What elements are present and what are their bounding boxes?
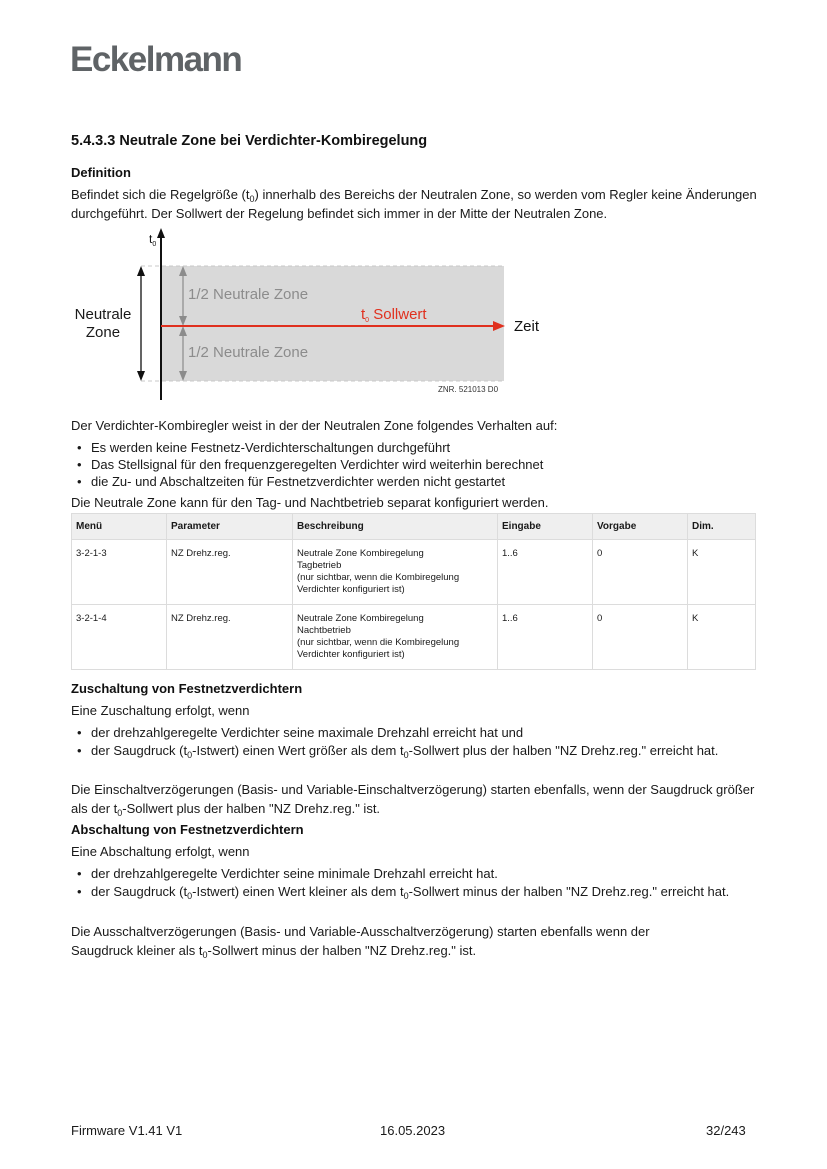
cell-description: Neutrale Zone Kombiregelung Nachtbetrieb (nur sichtbar, wenn die Kombiregelung Verdichter konfiguriert ist)	[293, 605, 498, 670]
zuschaltung-note: Die Einschaltverzögerungen (Basis- und Variable-Einschaltverzögerung) starten ebenfalls, wenn der Saugdruck größer als der $t_0$-Sollwert plus der halben "NZ Drehz.reg." ist.	[71, 782, 755, 818]
drawing-number: ZNR. 521013 D0	[438, 385, 499, 394]
zone-area	[161, 266, 504, 381]
column-header: Dim.	[688, 514, 756, 540]
behavior-outro: Die Neutrale Zone kann für den Tag- und Nachtbetrieb separat konfiguriert werden.	[71, 495, 549, 510]
list-item: • die Zu- und Abschaltzeiten für Festnetzverdichter werden nicht gestartet	[71, 473, 761, 490]
column-header: Parameter	[167, 514, 293, 540]
list-item: • Das Stellsignal für den frequenzgeregelten Verdichter wird weiterhin berechnet	[71, 456, 761, 473]
table-header-row	[72, 514, 756, 540]
abschaltung-heading: Abschaltung von Festnetzverdichtern	[71, 822, 304, 837]
x-axis-label: Zeit	[514, 318, 540, 335]
cell-menu: 3-2-1-3	[72, 540, 167, 605]
cell-menu: 3-2-1-4	[72, 605, 167, 670]
abschaltung-list	[71, 865, 761, 901]
column-header: Eingabe	[498, 514, 593, 540]
company-logo: Eckelmann	[70, 40, 242, 79]
behavior-list	[71, 439, 761, 490]
cell-default: 0	[593, 540, 688, 605]
abschaltung-note: Die Ausschaltverzögerungen (Basis- und Variable-Ausschaltverzögerung) starten ebenfalls wenn der Saugdruck kleiner als $t_0$-Sollwert minus der halben "NZ Drehz.reg." ist.	[71, 924, 650, 960]
arrow-up-icon	[137, 266, 145, 276]
list-item: • der Saugdruck $(t_0-Istwert)$ einen Wert größer als dem $t_0$-Sollwert plus der halben "NZ Drehz.reg." erreicht hat.	[71, 741, 761, 760]
column-header: Menü	[72, 514, 167, 540]
neutral-zone-diagram	[60, 225, 540, 400]
definition-text	[71, 185, 761, 223]
section-title: 5.4.3.3 Neutrale Zone bei Verdichter-Kombiregelung	[71, 133, 428, 149]
footer-firmware: Firmware V1.41 V1	[71, 1123, 183, 1138]
footer-date: 16.05.2023	[380, 1123, 446, 1138]
column-header: Vorgabe	[593, 514, 688, 540]
cell-description: Neutrale Zone Kombiregelung Tagbetrieb (nur sichtbar, wenn die Kombiregelung Verdichter konfiguriert ist)	[293, 540, 498, 605]
list-item: • der Saugdruck $(t_0-Istwert)$ einen Wert kleiner als dem $t_0$-Sollwert minus der halben "NZ Drehz.reg." erreicht hat.	[71, 882, 761, 901]
list-item: • Es werden keine Festnetz-Verdichterschaltungen durchgeführt	[71, 439, 761, 456]
arrow-down-icon	[137, 371, 145, 381]
abschaltung-intro: Eine Abschaltung erfolgt, wenn	[71, 844, 250, 859]
zuschaltung-heading: Zuschaltung von Festnetzverdichtern	[71, 681, 303, 696]
column-header: Beschreibung	[293, 514, 498, 540]
behavior-intro: Der Verdichter-Kombiregler weist in der der Neutralen Zone folgendes Verhalten auf:	[71, 418, 558, 433]
zuschaltung-intro: Eine Zuschaltung erfolgt, wenn	[71, 703, 250, 718]
cell-dim: K	[688, 605, 756, 670]
table-row	[72, 605, 756, 670]
subscript: 0	[249, 194, 255, 204]
parameter-table	[71, 513, 756, 670]
list-item: • der drehzahlgeregelte Verdichter seine minimale Drehzahl erreicht hat.	[71, 865, 761, 882]
setpoint-label: $t_0$ Sollwert	[361, 306, 427, 324]
y-axis-label: $t_0$	[149, 232, 157, 248]
cell-parameter: NZ Drehz.reg.	[167, 540, 293, 605]
text-part: ) innerhalb des Bereichs der Neutralen Zone, so werden vom Regler keine Änderungen durchgeführt. Der Sollwert der Regelung befindet sich immer in der Mitte der Neutralen Zone.	[71, 187, 757, 221]
zuschaltung-list	[71, 724, 761, 760]
definition-heading: Definition	[71, 165, 131, 180]
list-item: • der drehzahlgeregelte Verdichter seine maximale Drehzahl erreicht hat und	[71, 724, 761, 741]
half-zone-upper-label: 1/2 Neutrale Zone	[188, 286, 309, 303]
half-zone-lower-label: 1/2 Neutrale Zone	[188, 344, 309, 361]
text-part: Befindet sich die Regelgröße (t	[71, 187, 250, 202]
cell-input: 1..6	[498, 540, 593, 605]
cell-dim: K	[688, 540, 756, 605]
y-axis-arrow-icon	[157, 228, 165, 238]
neutral-zone-label: Neutrale Zone	[74, 306, 132, 341]
cell-default: 0	[593, 605, 688, 670]
cell-parameter: NZ Drehz.reg.	[167, 605, 293, 670]
cell-input: 1..6	[498, 605, 593, 670]
footer-page-number: 32/243	[706, 1123, 746, 1138]
table-row	[72, 540, 756, 605]
